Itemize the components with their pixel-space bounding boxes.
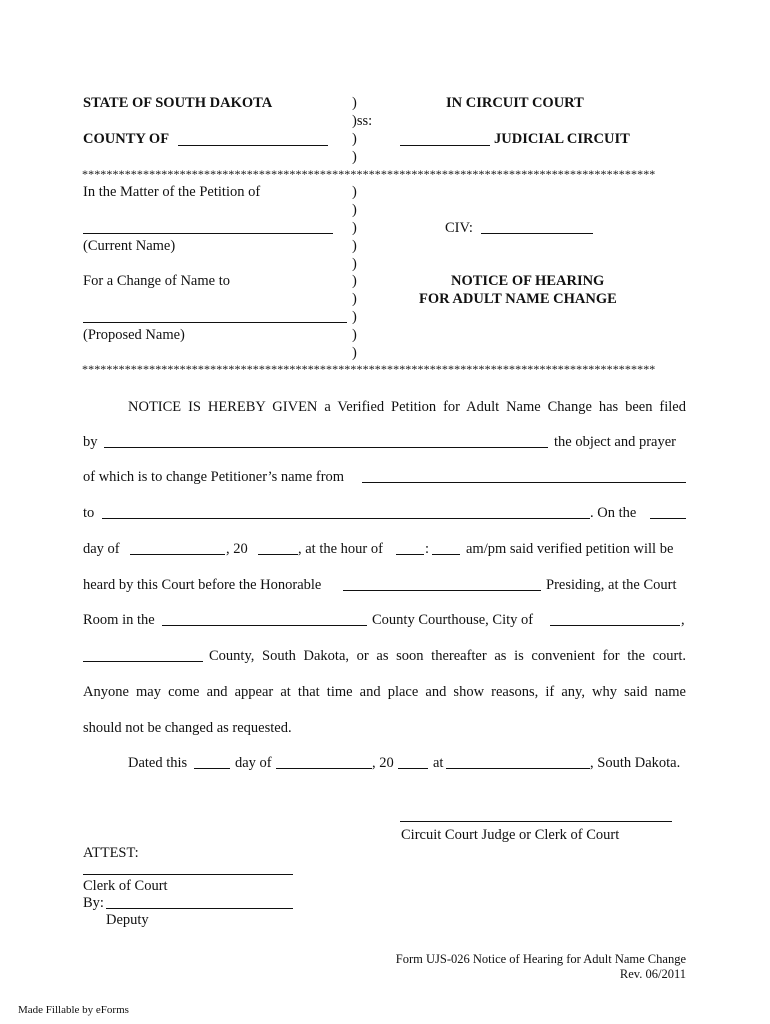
honorable-text: heard by this Court before the Honorable — [83, 577, 322, 593]
dated-place-field[interactable] — [446, 768, 590, 769]
paren: ) — [352, 309, 357, 325]
hearing-day-field[interactable] — [650, 518, 686, 519]
deputy-signature-line[interactable] — [106, 908, 293, 909]
paren: ) — [352, 220, 357, 236]
county-name-field[interactable] — [83, 661, 203, 662]
current-name-label: (Current Name) — [83, 238, 176, 254]
room-text: Room in the — [83, 612, 155, 628]
on-the-text: . On the — [590, 505, 637, 521]
hearing-year-field[interactable] — [258, 554, 298, 555]
clerk-signature-line[interactable] — [83, 874, 293, 875]
courthouse-county-field[interactable] — [162, 625, 367, 626]
dated-year-prefix: , 20 — [372, 755, 394, 771]
notice-title-line1: NOTICE OF HEARING — [451, 273, 605, 289]
judicial-circuit-label: JUDICIAL CIRCUIT — [494, 131, 630, 147]
current-name-field[interactable] — [83, 233, 333, 234]
proposed-name-label: (Proposed Name) — [83, 327, 185, 343]
paren: ) — [352, 345, 357, 361]
dated-year-field[interactable] — [398, 768, 428, 769]
name-to-field[interactable] — [102, 518, 590, 519]
object-prayer-text: the object and prayer — [554, 434, 676, 450]
dated-day-of-text: day of — [235, 755, 272, 771]
comma: , — [681, 612, 685, 628]
dated-at-text: at — [433, 755, 444, 771]
proposed-name-field[interactable] — [83, 322, 347, 323]
by-deputy-label: By: — [83, 895, 104, 911]
change-from-text: of which is to change Petitioner’s name from — [83, 469, 345, 485]
petitioner-field[interactable] — [104, 447, 548, 448]
revision-text: Rev. 06/2011 — [619, 967, 686, 981]
deputy-label: Deputy — [106, 912, 149, 928]
hour-text: , at the hour of — [298, 541, 383, 557]
paren: ) — [352, 202, 357, 218]
form-number-text: Form UJS-026 Notice of Hearing for Adult Name Change — [395, 952, 686, 966]
day-of-text: day of — [83, 541, 120, 557]
paren: ) — [352, 273, 357, 289]
paren: ) — [352, 184, 357, 200]
state-heading: STATE OF SOUTH DAKOTA — [83, 95, 273, 111]
separator-stars: ********************************************************************************************** — [82, 168, 656, 180]
by-label: by — [83, 434, 98, 450]
attest-label: ATTEST: — [83, 845, 139, 861]
ampm-text: am/pm said verified petition will be — [466, 541, 674, 557]
notice-line-1: NOTICE IS HEREBY GIVEN a Verified Petition for Adult Name Change has been filed — [128, 399, 686, 415]
county-field[interactable] — [178, 145, 328, 146]
presiding-text: Presiding, at the Court — [546, 577, 677, 593]
judge-signature-line[interactable] — [400, 821, 672, 822]
ss-mark: )ss: — [352, 113, 373, 129]
courthouse-city-text: County Courthouse, City of — [372, 612, 534, 628]
to-label: to — [83, 505, 95, 521]
minute-field[interactable] — [432, 554, 460, 555]
hour-field[interactable] — [396, 554, 424, 555]
south-dakota-text: , South Dakota. — [590, 755, 681, 771]
time-colon: : — [425, 541, 430, 557]
paren: ) — [352, 238, 357, 254]
eforms-credit: Made Fillable by eForms — [18, 1004, 129, 1016]
judge-name-field[interactable] — [343, 590, 541, 591]
judge-signature-label: Circuit Court Judge or Clerk of Court — [401, 827, 620, 843]
separator-stars: ********************************************************************************************** — [82, 363, 656, 375]
paren: ) — [352, 149, 357, 165]
dated-this-text: Dated this — [128, 755, 188, 771]
change-to-label: For a Change of Name to — [83, 273, 230, 289]
year-prefix: , 20 — [226, 541, 248, 557]
civ-label: CIV: — [445, 220, 473, 236]
city-field[interactable] — [550, 625, 680, 626]
judicial-circuit-field[interactable] — [400, 145, 490, 146]
paren: ) — [352, 131, 357, 147]
clerk-label: Clerk of Court — [83, 878, 168, 894]
paren: ) — [352, 327, 357, 343]
civ-number-field[interactable] — [481, 233, 593, 234]
name-from-field[interactable] — [362, 482, 686, 483]
matter-label: In the Matter of the Petition of — [83, 184, 261, 200]
paren: ) — [352, 291, 357, 307]
county-sd-text: County, South Dakota, or as soon thereafter as is convenient for the court. — [209, 648, 686, 664]
paren: ) — [352, 95, 357, 111]
dated-month-field[interactable] — [276, 768, 372, 769]
hearing-month-field[interactable] — [130, 554, 225, 555]
paren: ) — [352, 256, 357, 272]
not-changed-text: should not be changed as requested. — [83, 720, 292, 736]
county-label: COUNTY OF — [83, 131, 170, 147]
court-heading: IN CIRCUIT COURT — [446, 95, 584, 111]
dated-day-field[interactable] — [194, 768, 230, 769]
notice-title-line2: FOR ADULT NAME CHANGE — [419, 291, 617, 307]
appear-text: Anyone may come and appear at that time and place and show reasons, if any, why said name — [83, 684, 686, 700]
